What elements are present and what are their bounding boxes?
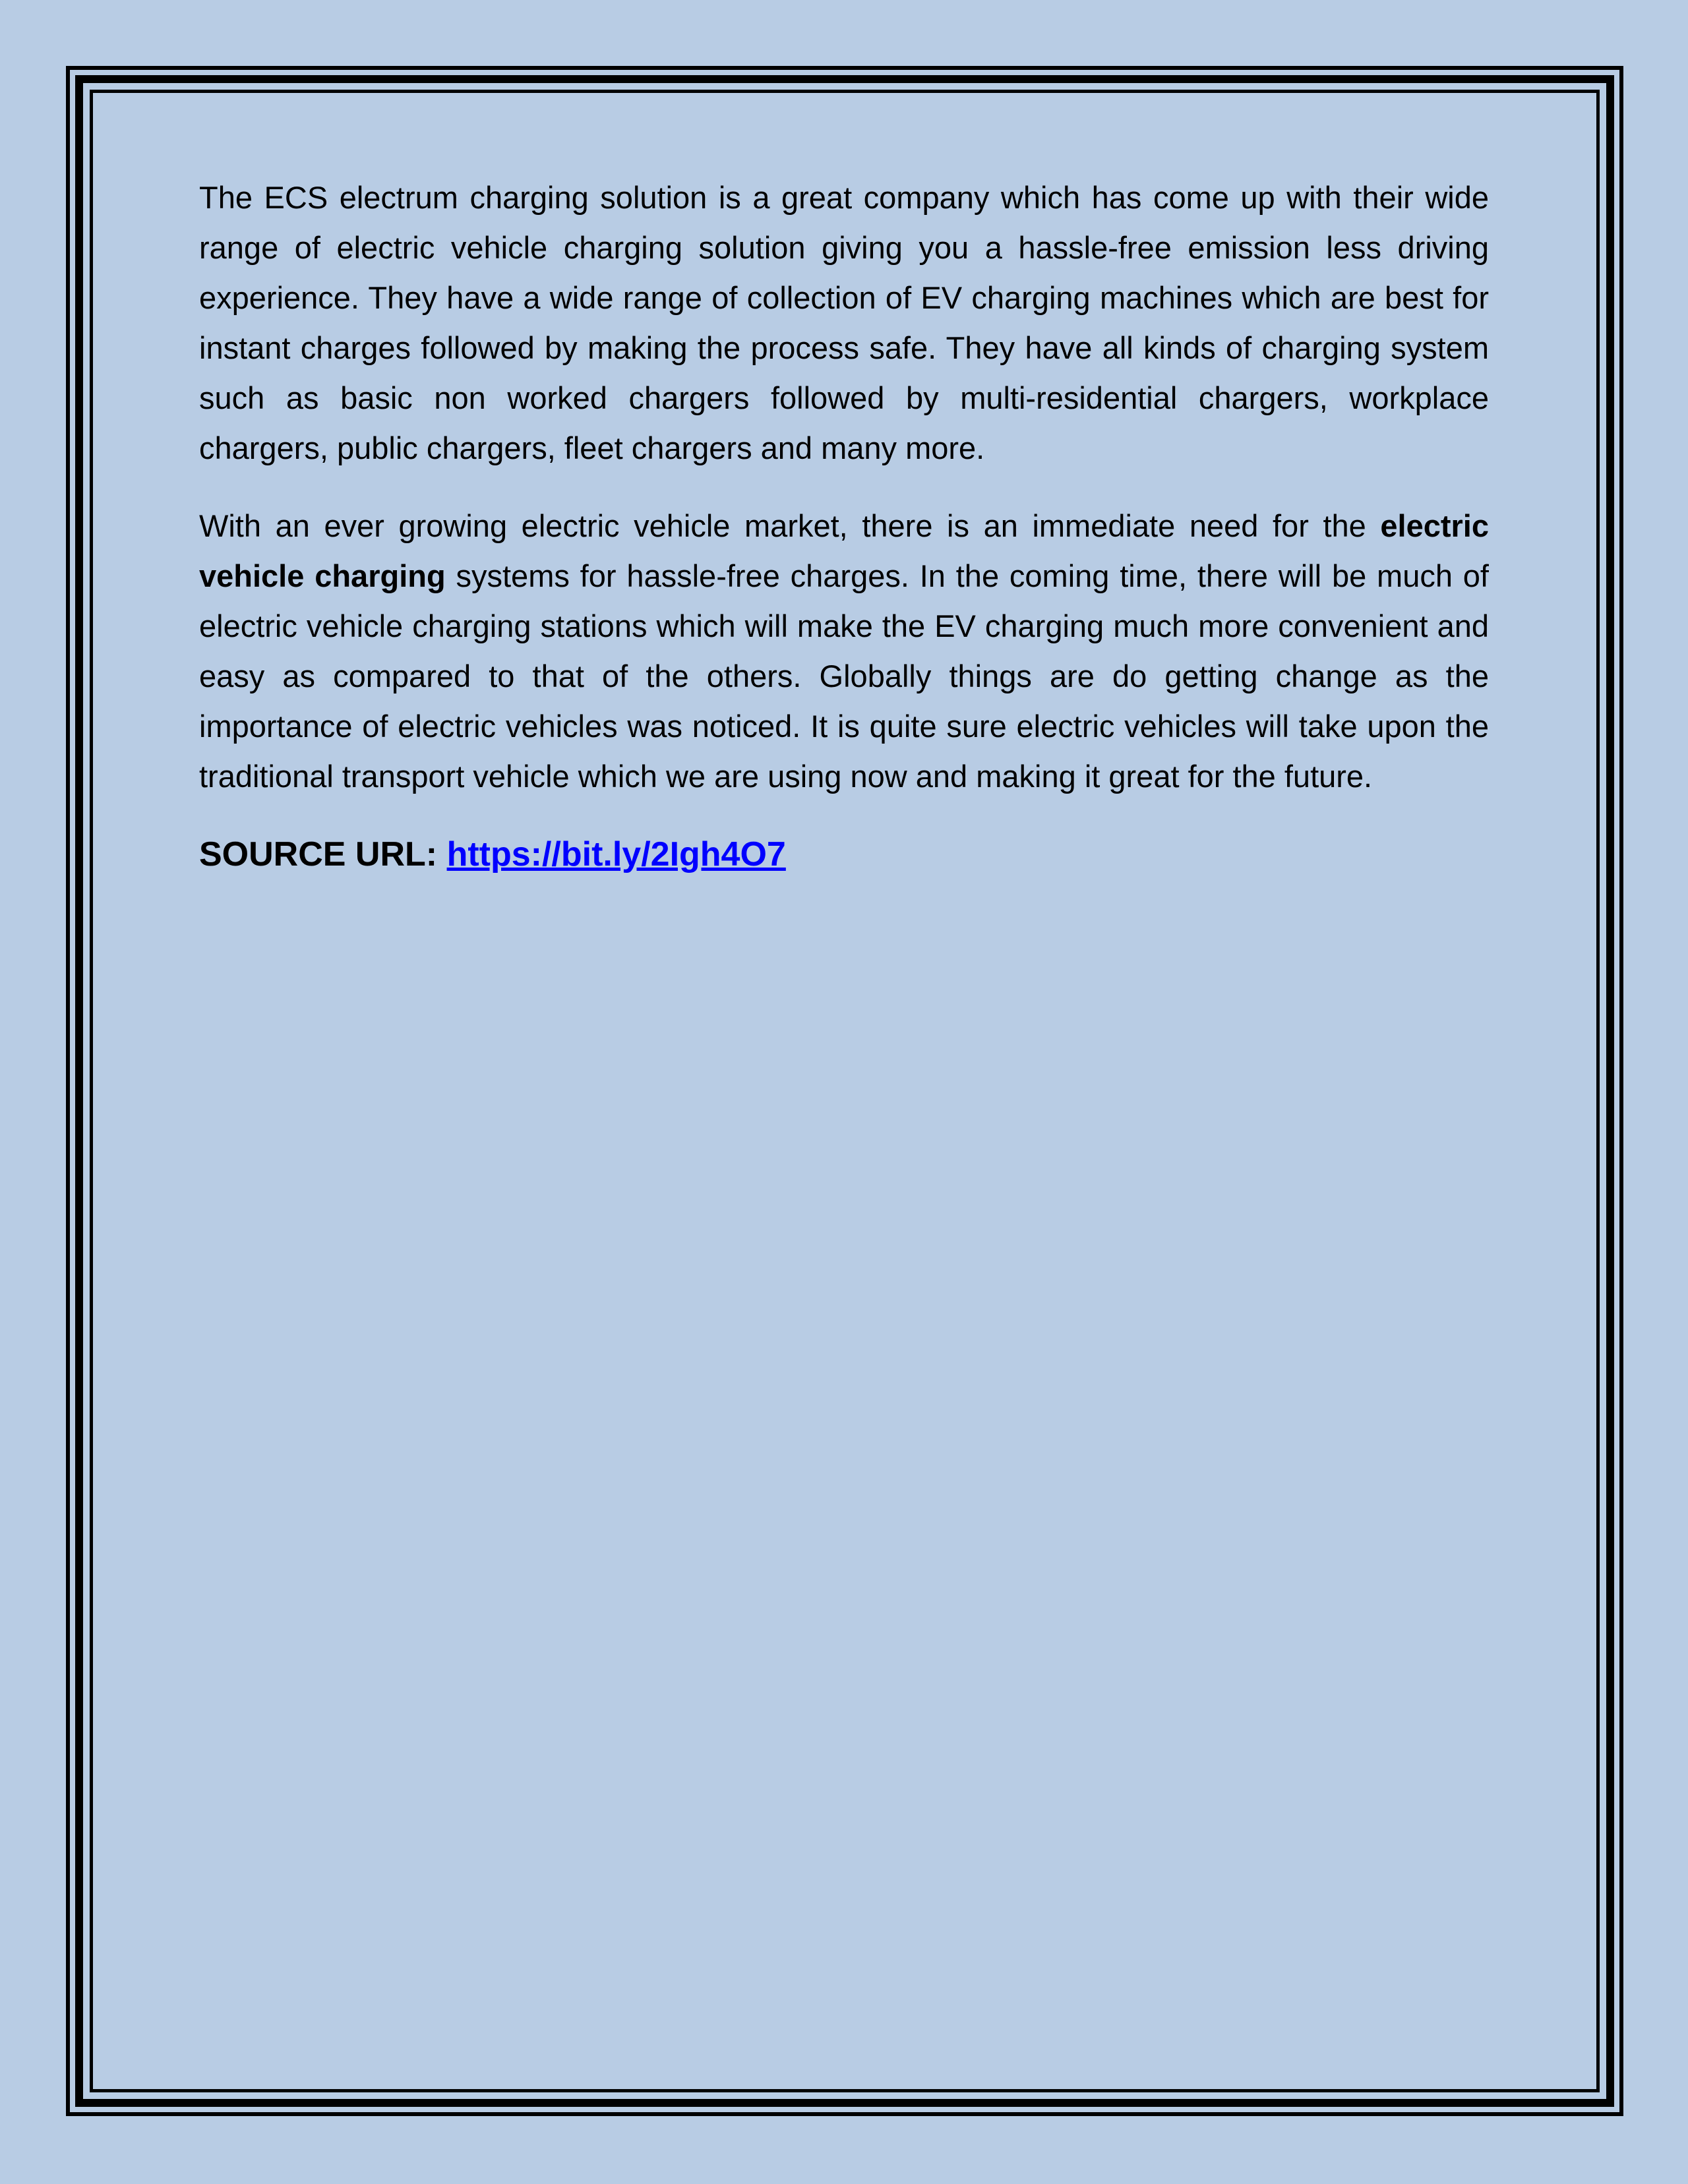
- document-body: [199, 173, 1489, 879]
- source-line: [199, 829, 1489, 879]
- paragraph-market-lead: With an ever growing electric vehicle market, there is an immediate need for the: [199, 508, 1381, 543]
- paragraph-market-keyword: electric vehicle charging: [199, 508, 1489, 593]
- paragraph-market-rest: systems for hassle-free charges. In the coming time, there will be much of electric vehicle charging stations which will make the EV charging much more convenient and easy as compared to that of the others. Globally things are do getting change as the importance of electric vehicles was noticed. It is quite sure electric vehicles will take upon the traditional transport vehicle which we are using now and making it great for the future.: [199, 558, 1489, 794]
- source-link[interactable]: https://bit.ly/2Igh4O7: [446, 835, 786, 873]
- paragraph-market: [199, 501, 1489, 802]
- source-label: SOURCE URL:: [199, 835, 447, 873]
- paragraph-intro: The ECS electrum charging solution is a great company which has come up with their wide range of electric vehicle charging solution giving you a hassle-free emission less driving experience. They have a wide range of collection of EV charging machines which are best for instant charges followed by making the process safe. They have all kinds of charging system such as basic non worked chargers followed by multi-residential chargers, workplace chargers, public chargers, fleet chargers and many more.: [199, 180, 1489, 465]
